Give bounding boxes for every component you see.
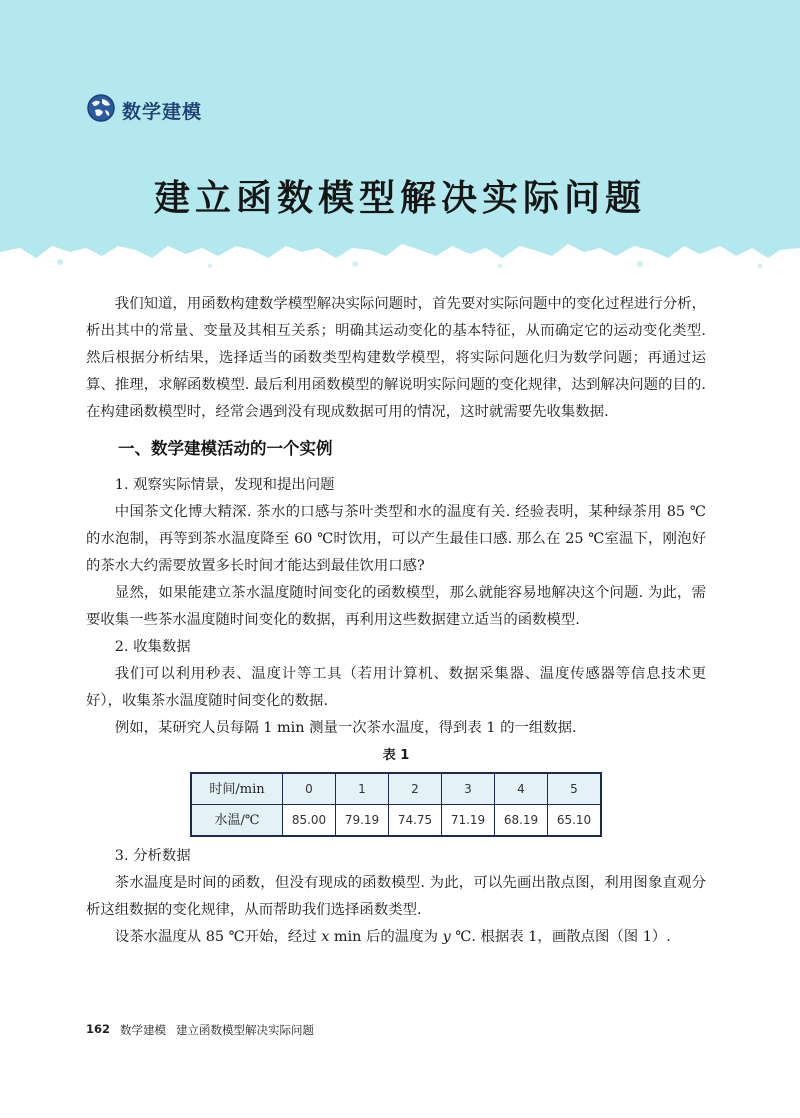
page-number: 162	[86, 1022, 111, 1036]
variable-x: x	[321, 929, 330, 945]
step1-title: 1. 观察实际情景，发现和提出问题	[114, 477, 335, 493]
variable-y: y	[442, 929, 451, 945]
table-cell: 4	[495, 773, 548, 805]
header-banner	[0, 0, 800, 275]
step2-paragraph-2: 例如，某研究人员每隔 1 min 测量一次茶水温度，得到表 1 的一组数据.	[114, 720, 577, 736]
step2-title: 2. 收集数据	[114, 639, 191, 655]
table-cell: 68.19	[495, 805, 548, 837]
table-cell: 0	[283, 773, 336, 805]
section-heading: 一、数学建模活动的一个实例	[118, 439, 333, 458]
section-tag	[86, 93, 202, 127]
table-cell: 79.19	[336, 805, 389, 837]
table-caption: 表 1	[382, 748, 410, 763]
text-run: min 后的温度为	[329, 929, 443, 945]
page-title: 建立函数模型解决实际问题	[153, 178, 646, 219]
table-cell: 71.19	[442, 805, 495, 837]
step3-paragraph-2	[86, 924, 706, 951]
table-cell: 2	[389, 773, 442, 805]
table-row-temp	[191, 805, 601, 837]
text-run: ℃. 根据表 1，画散点图（图 1）.	[450, 929, 671, 945]
intro-paragraph: 我们知道，用函数构建数学模型解决实际问题时，首先要对实际问题中的变化过程进行分析，析出其中的常量、变量及其相互关系；明确其运动变化的基本特征，从而确定它的运动变化类型. 然后根据分析结果，选择适当的函数类型构建数学模型，将实际问题化归为数学问题；再通过运算、推理，求解函数模型. 最后利用函数模型的解说明实际问题的变化规律，达到解决问题的目的. 在构建函数模型时，经常会遇到没有现成数据可用的情况，这时就需要先收集数据.	[86, 296, 706, 420]
banner-background	[0, 0, 800, 275]
footer-section: 数学建模	[120, 1023, 167, 1037]
data-table	[190, 772, 602, 837]
step3-paragraph-1: 茶水温度是时间的函数，但没有现成的函数模型. 为此，可以先画出散点图，利用图象直观分析这组数据的变化规律，从而帮助我们选择函数类型.	[86, 875, 706, 918]
step2-paragraph-1: 我们可以利用秒表、温度计等工具（若用计算机、数据采集器、温度传感器等信息技术更好），收集茶水温度随时间变化的数据.	[86, 666, 706, 709]
table-cell: 5	[548, 773, 602, 805]
table-cell: 3	[442, 773, 495, 805]
step3-title: 3. 分析数据	[114, 848, 191, 864]
table-cell: 85.00	[283, 805, 336, 837]
table-cell: 74.75	[389, 805, 442, 837]
globe-icon	[86, 93, 116, 127]
step1-paragraph-2: 显然，如果能建立茶水温度随时间变化的函数模型，那么就能容易地解决这个问题. 为此，需要收集一些茶水温度随时间变化的数据，再利用这些数据建立适当的函数模型.	[86, 585, 706, 628]
text-run: 设茶水温度从 85 ℃开始，经过	[114, 929, 322, 945]
step1-paragraph-1: 中国茶文化博大精深. 茶水的口感与茶叶类型和水的温度有关. 经验表明，某种绿茶用 85 ℃的水泡制，再等到茶水温度降至 60 ℃时饮用，可以产生最佳口感. 那么在 25 ℃室温下，刚泡好的茶水大约需要放置多长时间才能达到最佳饮用口感?	[86, 504, 706, 574]
footer-chapter: 建立函数模型解决实际问题	[176, 1023, 315, 1037]
table-cell: 1	[336, 773, 389, 805]
row-header-temp: 水温/℃	[191, 805, 283, 837]
page-footer	[86, 1022, 314, 1038]
table-row-time	[191, 773, 601, 805]
row-header-time: 时间/min	[191, 773, 283, 805]
table-cell: 65.10	[548, 805, 602, 837]
section-tag-label: 数学建模	[122, 100, 203, 123]
article-body	[86, 291, 706, 951]
